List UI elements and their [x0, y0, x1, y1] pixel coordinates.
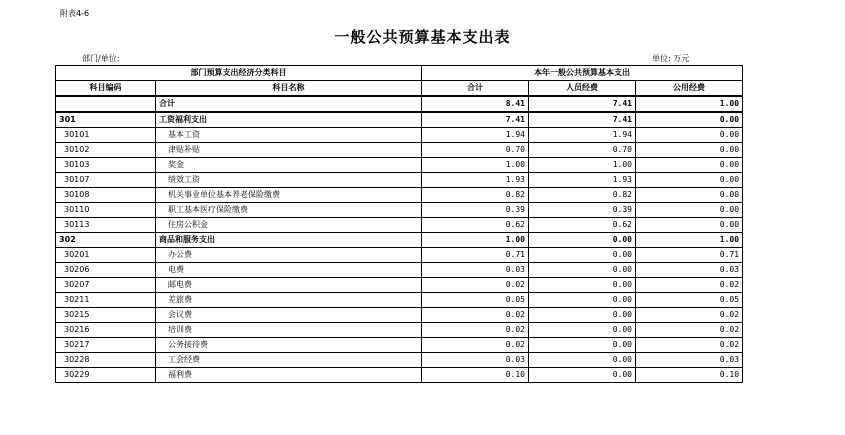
cell-name: 工资福利支出 — [156, 112, 422, 128]
cell-name: 差旅费 — [156, 293, 422, 308]
cell-personnel: 0.00 — [529, 263, 636, 278]
cell-public: 0.00 — [636, 203, 743, 218]
cell-name: 办公费 — [156, 248, 422, 263]
cell-code: 30228 — [56, 353, 156, 368]
cell-public: 0.00 — [636, 112, 743, 128]
cell-total: 0.70 — [422, 143, 529, 158]
cell-personnel: 0.00 — [529, 293, 636, 308]
dept-label: 部门/单位: — [82, 54, 120, 63]
cell-personnel: 0.00 — [529, 353, 636, 368]
header-total: 合计 — [422, 81, 529, 97]
cell-code: 30113 — [56, 218, 156, 233]
header-public: 公用经费 — [636, 81, 743, 97]
item-row — [56, 278, 743, 293]
cell-public: 1.00 — [636, 233, 743, 248]
category-row — [56, 233, 743, 248]
cell-public: 0.71 — [636, 248, 743, 263]
cell-personnel: 0.82 — [529, 188, 636, 203]
cell-code: 30110 — [56, 203, 156, 218]
category-row — [56, 112, 743, 128]
cell-code: 30211 — [56, 293, 156, 308]
cell-public: 0.00 — [636, 218, 743, 233]
cell-total: 0.03 — [422, 353, 529, 368]
item-row — [56, 173, 743, 188]
cell-total: 0.62 — [422, 218, 529, 233]
header-group-right: 本年一般公共预算基本支出 — [422, 66, 743, 81]
cell-public: 0.05 — [636, 293, 743, 308]
cell-code: 30217 — [56, 338, 156, 353]
cell-code: 30102 — [56, 143, 156, 158]
cell-total: 0.71 — [422, 248, 529, 263]
cell-name: 绩效工资 — [156, 173, 422, 188]
cell-personnel: 0.00 — [529, 248, 636, 263]
cell-total: 0.02 — [422, 338, 529, 353]
cell-personnel: 0.00 — [529, 338, 636, 353]
cell-code: 30206 — [56, 263, 156, 278]
cell-public: 0.00 — [636, 143, 743, 158]
item-row — [56, 368, 743, 383]
cell-name: 福利费 — [156, 368, 422, 383]
cell-personnel: 0.39 — [529, 203, 636, 218]
header-group-row — [56, 66, 743, 81]
cell-code: 30229 — [56, 368, 156, 383]
cell-name: 奖金 — [156, 158, 422, 173]
cell-public: 0.00 — [636, 128, 743, 143]
cell-public: 0.00 — [636, 188, 743, 203]
header-name: 科目名称 — [156, 81, 422, 97]
header-column-row — [56, 81, 743, 97]
cell-personnel: 0.00 — [529, 233, 636, 248]
cell-total: 7.41 — [422, 112, 529, 128]
cell-public: 0.00 — [636, 173, 743, 188]
cell-code: 30201 — [56, 248, 156, 263]
cell-personnel: 1.93 — [529, 173, 636, 188]
cell-total: 0.02 — [422, 308, 529, 323]
cell-total: 1.00 — [422, 233, 529, 248]
cell-public: 0.02 — [636, 278, 743, 293]
cell-total: 0.05 — [422, 293, 529, 308]
cell-code: 30103 — [56, 158, 156, 173]
cell-public: 1.00 — [636, 96, 743, 112]
cell-name: 商品和服务支出 — [156, 233, 422, 248]
cell-total: 0.39 — [422, 203, 529, 218]
cell-total: 1.94 — [422, 128, 529, 143]
cell-personnel: 7.41 — [529, 112, 636, 128]
cell-name: 职工基本医疗保险缴费 — [156, 203, 422, 218]
cell-code: 301 — [56, 112, 156, 128]
cell-public: 0.03 — [636, 353, 743, 368]
item-row — [56, 143, 743, 158]
cell-personnel: 0.62 — [529, 218, 636, 233]
item-row — [56, 308, 743, 323]
cell-total: 0.02 — [422, 278, 529, 293]
cell-public: 0.02 — [636, 323, 743, 338]
cell-personnel: 0.70 — [529, 143, 636, 158]
doc-label: 附表4-6 — [60, 9, 90, 18]
cell-name: 住房公积金 — [156, 218, 422, 233]
expenditure-table — [55, 65, 743, 383]
cell-personnel: 0.00 — [529, 323, 636, 338]
cell-total: 0.82 — [422, 188, 529, 203]
cell-name: 合计 — [156, 96, 422, 112]
item-row — [56, 263, 743, 278]
cell-name: 工会经费 — [156, 353, 422, 368]
cell-name: 公务接待费 — [156, 338, 422, 353]
cell-name: 电费 — [156, 263, 422, 278]
item-row — [56, 248, 743, 263]
item-row — [56, 353, 743, 368]
header-code: 科目编码 — [56, 81, 156, 97]
cell-code: 302 — [56, 233, 156, 248]
cell-name: 邮电费 — [156, 278, 422, 293]
item-row — [56, 203, 743, 218]
cell-name: 培训费 — [156, 323, 422, 338]
cell-personnel: 0.00 — [529, 368, 636, 383]
cell-public: 0.00 — [636, 158, 743, 173]
header-group-left: 部门预算支出经济分类科目 — [56, 66, 422, 81]
cell-code: 30215 — [56, 308, 156, 323]
cell-public: 0.10 — [636, 368, 743, 383]
cell-personnel: 7.41 — [529, 96, 636, 112]
cell-personnel: 1.00 — [529, 158, 636, 173]
cell-code: 30216 — [56, 323, 156, 338]
cell-public: 0.02 — [636, 338, 743, 353]
cell-code: 30101 — [56, 128, 156, 143]
cell-public: 0.02 — [636, 308, 743, 323]
cell-name: 会议费 — [156, 308, 422, 323]
item-row — [56, 188, 743, 203]
cell-total: 1.93 — [422, 173, 529, 188]
cell-name: 机关事业单位基本养老保险缴费 — [156, 188, 422, 203]
header-personnel: 人员经费 — [529, 81, 636, 97]
cell-name: 津贴补贴 — [156, 143, 422, 158]
unit-label: 单位: 万元 — [652, 54, 690, 63]
cell-total: 0.10 — [422, 368, 529, 383]
cell-name: 基本工资 — [156, 128, 422, 143]
cell-total: 8.41 — [422, 96, 529, 112]
cell-code — [56, 96, 156, 112]
cell-personnel: 1.94 — [529, 128, 636, 143]
cell-total: 1.00 — [422, 158, 529, 173]
cell-personnel: 0.00 — [529, 278, 636, 293]
cell-code: 30107 — [56, 173, 156, 188]
item-row — [56, 338, 743, 353]
item-row — [56, 218, 743, 233]
item-row — [56, 323, 743, 338]
cell-code: 30108 — [56, 188, 156, 203]
total-row — [56, 96, 743, 112]
cell-public: 0.03 — [636, 263, 743, 278]
item-row — [56, 158, 743, 173]
item-row — [56, 293, 743, 308]
item-row — [56, 128, 743, 143]
cell-total: 0.03 — [422, 263, 529, 278]
cell-personnel: 0.00 — [529, 308, 636, 323]
cell-code: 30207 — [56, 278, 156, 293]
cell-total: 0.02 — [422, 323, 529, 338]
page-title: 一般公共预算基本支出表 — [334, 28, 511, 46]
